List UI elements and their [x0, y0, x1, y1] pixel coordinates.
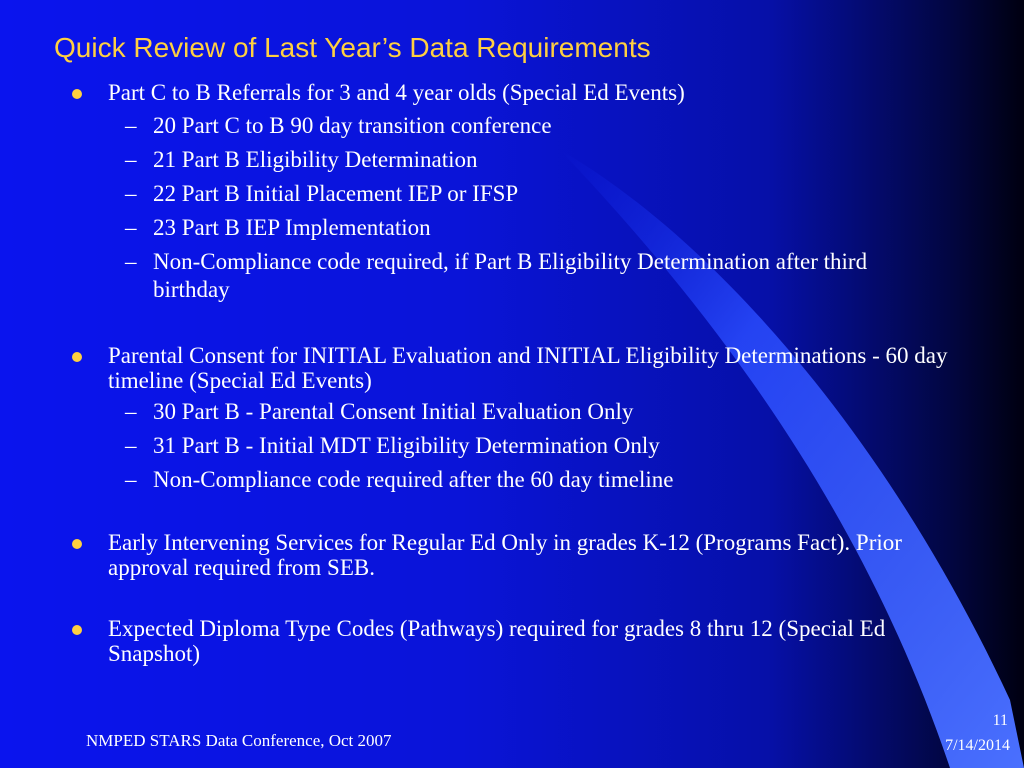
sub-bullet-text: Non-Compliance code required after the 60 day timeline [153, 467, 674, 492]
bullet-text: Expected Diploma Type Codes (Pathways) required for grades 8 thru 12 (Special Ed Snapshot) [108, 616, 886, 666]
sub-bullet-text: 21 Part B Eligibility Determination [153, 147, 478, 172]
sub-bullet-text: 30 Part B - Parental Consent Initial Evaluation Only [153, 399, 634, 424]
sub-bullet-text: 23 Part B IEP Implementation [153, 215, 431, 240]
bullet-dot-icon [72, 352, 82, 362]
dash-icon: – [125, 433, 137, 458]
bullet-text: Part C to B Referrals for 3 and 4 year olds (Special Ed Events) [108, 80, 685, 105]
sub-bullet-text: 22 Part B Initial Placement IEP or IFSP [153, 181, 519, 206]
dash-icon: – [125, 147, 137, 172]
footer-conference: NMPED STARS Data Conference, Oct 2007 [86, 731, 392, 750]
bullet-text: Parental Consent for INITIAL Evaluation and INITIAL Eligibility Determinations - 60 day timeline (Special Ed Events) [108, 343, 948, 393]
dash-icon: – [125, 467, 137, 492]
slide-number: 11 [992, 712, 1008, 729]
dash-icon: – [125, 215, 137, 240]
slide-title: Quick Review of Last Year’s Data Requirements [54, 32, 651, 63]
dash-icon: – [125, 399, 137, 424]
bullet-dot-icon [72, 539, 82, 549]
footer-date: 7/14/2014 [945, 737, 1010, 754]
bullet-dot-icon [72, 625, 82, 635]
sub-bullet-text: 31 Part B - Initial MDT Eligibility Determination Only [153, 433, 660, 458]
dash-icon: – [125, 113, 137, 138]
dash-icon: – [125, 181, 137, 206]
sub-bullet-text: Non-Compliance code required, if Part B Eligibility Determination after third birthday [153, 249, 868, 302]
dash-icon: – [125, 249, 137, 274]
bullet-dot-icon [72, 89, 82, 99]
bullet-text: Early Intervening Services for Regular Ed Only in grades K-12 (Programs Fact). Prior approval required from SEB. [108, 530, 902, 580]
sub-bullet-text: 20 Part C to B 90 day transition conference [153, 113, 552, 138]
